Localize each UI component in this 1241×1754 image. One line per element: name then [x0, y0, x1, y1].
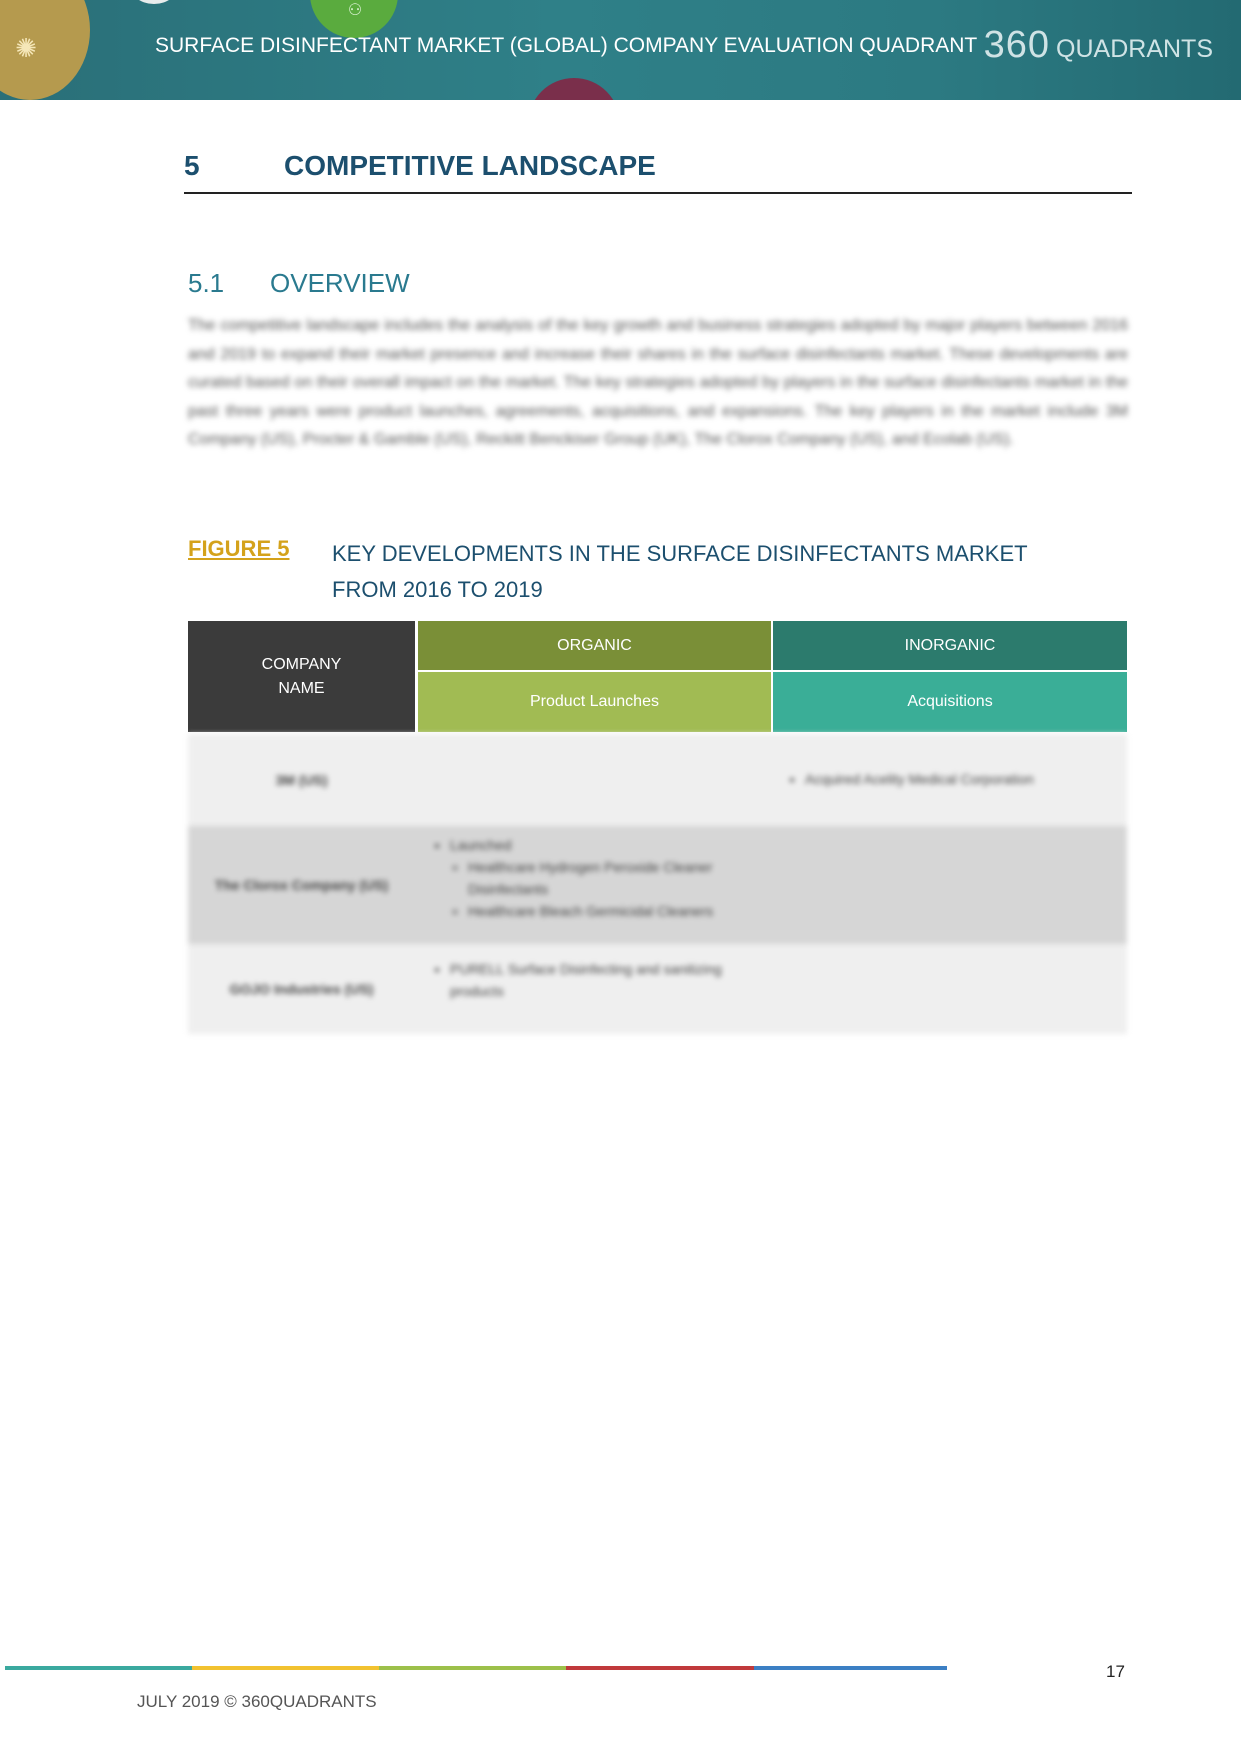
list-item: ◦ Healthcare Hydrogen Peroxide Cleaner Disinfectants — [468, 856, 757, 900]
section-heading — [184, 150, 1132, 194]
list-item: ◦ Healthcare Bleach Germicidal Cleaners — [468, 900, 757, 922]
list-item — [450, 834, 757, 922]
footer-stripe-segment — [379, 1666, 566, 1670]
table-row — [188, 826, 1127, 944]
acquisitions-cell — [773, 944, 1127, 1034]
subsection-title: OVERVIEW — [270, 268, 410, 298]
list-item: • PURELL Surface Disinfecting and sanitizing products — [450, 958, 757, 1002]
lightbulb-icon: ✺ — [15, 33, 37, 63]
page-number: 17 — [1106, 1662, 1125, 1681]
list-item-text: Launched — [450, 837, 512, 853]
header-banner — [0, 0, 1241, 100]
company-cell: GOJO Industries (US) — [229, 981, 374, 997]
company-cell: 3M (US) — [275, 772, 328, 788]
subsection-heading — [188, 268, 410, 299]
header-inorganic: INORGANIC — [773, 621, 1127, 670]
section-title: COMPETITIVE LANDSCAPE — [284, 150, 656, 181]
table-row — [188, 944, 1127, 1034]
figure-label[interactable]: FIGURE 5 — [188, 536, 290, 561]
subsection-number: 5.1 — [188, 268, 225, 298]
brand-logo — [984, 24, 1213, 67]
footer-stripe-segment — [5, 1666, 192, 1670]
list-item: • Acquired Acelity Medical Corporation — [805, 768, 1113, 790]
product-launches-cell — [418, 734, 771, 826]
brand-number: 360 — [983, 24, 1051, 66]
people-icon: ⚇ — [347, 2, 363, 19]
decorative-circle — [128, 0, 180, 4]
table-row — [188, 734, 1127, 826]
product-launches-cell — [418, 944, 771, 1034]
brand-word: QUADRANTS — [1056, 35, 1213, 63]
figure-title: KEY DEVELOPMENTS IN THE SURFACE DISINFECTANTS MARKET FROM 2016 TO 2019 — [332, 541, 1028, 602]
footer-stripe-segment — [754, 1666, 947, 1670]
company-cell: The Clorox Company (US) — [214, 877, 389, 893]
table-body — [188, 734, 1127, 1034]
footer-stripe-segment — [566, 1666, 754, 1670]
decorative-circle — [528, 78, 620, 100]
footer-copyright: JULY 2019 © 360QUADRANTS — [137, 1692, 377, 1711]
header-organic: ORGANIC — [418, 621, 771, 670]
header-acquisitions: Acquisitions — [773, 672, 1127, 732]
section-number: 5 — [184, 150, 200, 181]
footer-stripe-segment — [192, 1666, 379, 1670]
header-company-label: COMPANY NAME — [261, 655, 342, 697]
acquisitions-cell — [773, 826, 1127, 944]
acquisitions-cell — [773, 734, 1127, 826]
header-company-name — [188, 621, 415, 732]
product-launches-cell — [418, 826, 771, 944]
header-title: SURFACE DISINFECTANT MARKET (GLOBAL) COMPANY EVALUATION QUADRANT — [155, 34, 978, 57]
overview-paragraph: The competitive landscape includes the analysis of the key growth and business strategies adopted by major players between 2016 and 2019 to expand their market presence and increase their shares in the surface disinfectants market. These developments are curated based on their overall impact on the market. The key strategies adopted by players in the surface disinfectants market in the past three years were product launches, agreements, acquisitions, and expansions. The key players in the market include 3M Company (US), Procter & Gamble (US), Reckitt Benckiser Group (UK), The Clorox Company (US), and Ecolab (US). — [188, 317, 1128, 448]
header-product-launches: Product Launches — [418, 672, 771, 732]
